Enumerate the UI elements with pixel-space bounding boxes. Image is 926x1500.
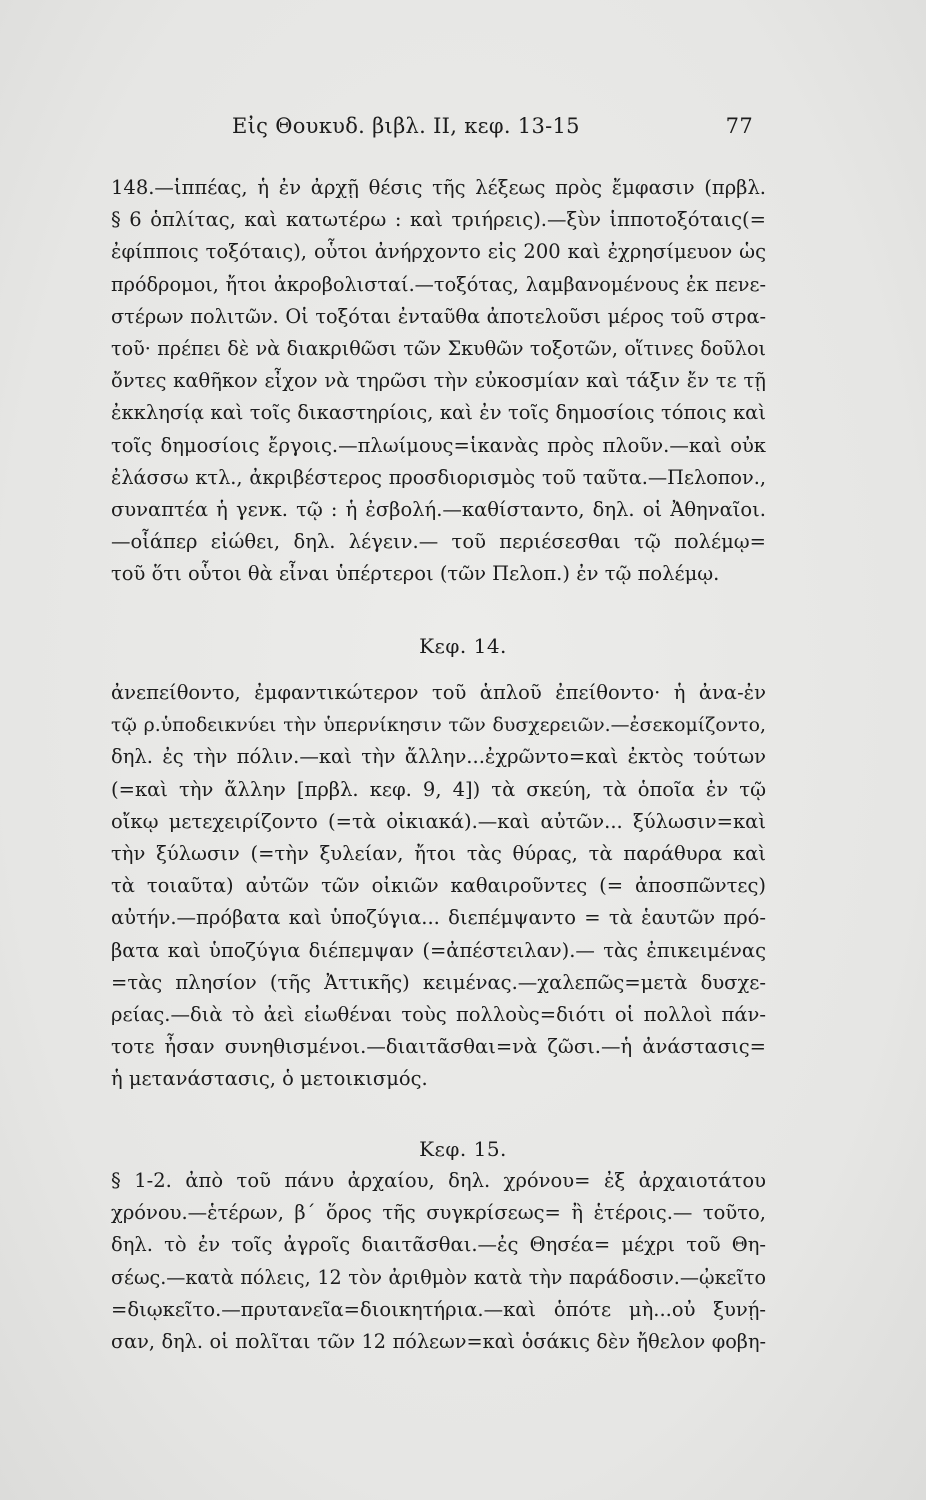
text-line: 148.—ἱππέας, ἡ ἐν ἀρχῇ θέσις τῆς λέξεως πρὸς ἔμφασιν (πρβλ. (111, 176, 766, 199)
text-line: τοτε ἦσαν συνηθισμένοι.—διαιτᾶσθαι=νὰ ζῶσι.—ἡ ἀνάστασις= (111, 1035, 766, 1059)
text-line: σέως.—κατὰ πόλεις, 12 τὸν ἀριθμὸν κατὰ τὴν παράδοσιν.—ᾠκεῖτο (111, 1265, 766, 1289)
text-line: =διῳκεῖτο.—πρυτανεῖα=διοικητήρια.—καὶ ὁπότε μὴ...οὐ ξυνῄ- (111, 1297, 766, 1321)
text-line: δηλ. τὸ ἐν τοῖς ἀγροῖς διαιτᾶσθαι.—ἐς Θησέα= μέχρι τοῦ Θη- (111, 1233, 766, 1257)
text-line: ρείας.—διὰ τὸ ἀεὶ εἰωθέναι τοὺς πολλοὺς=διότι οἱ πολλοὶ πάν- (111, 1002, 766, 1026)
text-line: οἴκῳ μετεχειρίζοντο (=τὰ οἰκιακά).—καὶ αὐτῶν... ξύλωσιν=καὶ (111, 809, 766, 833)
page-number: 77 (725, 114, 753, 138)
text-line: συναπτέα ἡ γενκ. τῷ : ἡ ἐσβολή.—καθίσταντο, δηλ. οἱ Ἀθηναῖοι. (111, 497, 766, 521)
text-line: § 1-2. ἀπὸ τοῦ πάνυ ἀρχαίου, δηλ. χρόνου= ἐξ ἀρχαιοτάτου (111, 1169, 766, 1192)
text-line: (=καὶ τὴν ἄλλην [πρβλ. κεφ. 9, 4]) τὰ σκεύη, τὰ ὁποῖα ἐν τῷ (111, 777, 766, 801)
commentary-block-ch14 (111, 677, 766, 1095)
text-line: —οἷάπερ εἰώθει, δηλ. λέγειν.— τοῦ περιέσεσθαι τῷ πολέμῳ= (111, 530, 766, 554)
text-line: ἀνεπείθοντο, ἐμφαντικώτερον τοῦ ἁπλοῦ ἐπείθοντο· ἡ ἀνα-ἐν (111, 681, 766, 704)
text-line: στέρων πολιτῶν. Οἱ τοξόται ἐνταῦθα ἀποτελοῦσι μέρος τοῦ στρα- (111, 304, 766, 328)
text-line: χρόνου.—ἑτέρων, β΄ ὅρος τῆς συγκρίσεως= ἢ ἑτέροις.— τοῦτο, (111, 1201, 766, 1225)
text-line: αὐτήν.—πρόβατα καὶ ὑποζύγια... διεπέμψαντο = τὰ ἑαυτῶν πρό- (111, 906, 766, 930)
text-line: § 6 ὁπλίτας, καὶ κατωτέρω : καὶ τριήρεις).—ξὺν ἱπποτοξόταις(= (111, 208, 766, 232)
text-line: τὴν ξύλωσιν (=τὴν ξυλείαν, ἤτοι τὰς θύρας, τὰ παράθυρα καὶ (111, 841, 766, 865)
text-line: βατα καὶ ὑποζύγια διέπεμψαν (=ἀπέστειλαν).— τὰς ἐπικειμένας (111, 938, 766, 962)
running-title: Εἰς Θουκυδ. βιβλ. II, κεφ. 13-15 (232, 114, 580, 138)
running-head (0, 114, 926, 144)
text-line: ἐλάσσω κτλ., ἀκριβέστερος προσδιορισμὸς τοῦ ταῦτα.—Πελοπον., (111, 465, 766, 489)
text-line: ἐκκλησίᾳ καὶ τοῖς δικαστηρίοις, καὶ ἐν τοῖς δημοσίοις τόποις καὶ (111, 401, 766, 425)
commentary-block-ch15 (111, 1165, 766, 1358)
chapter-heading-14: Κεφ. 14. (419, 634, 507, 658)
text-line: τὰ τοιαῦτα) αὐτῶν τῶν οἰκιῶν καθαιροῦντες (= ἀποσπῶντες) (111, 874, 766, 898)
commentary-block-ch13 (111, 172, 766, 590)
text-line: τοῖς δημοσίοις ἔργοις.—πλωίμους=ἱκανὰς πρὸς πλοῦν.—καὶ οὐκ (111, 433, 766, 457)
text-line: τοῦ ὅτι οὗτοι θὰ εἶναι ὑπέρτεροι (τῶν Πελοπ.) ἐν τῷ πολέμῳ. (111, 562, 720, 586)
text-line: ἡ μετανάστασις, ὁ μετοικισμός. (111, 1067, 428, 1091)
text-line: τῷ ρ.ὑποδεικνύει τὴν ὑπερνίκησιν τῶν δυσχερειῶν.—ἐσεκομίζοντο, (111, 714, 766, 737)
text-line: =τὰς πλησίον (τῆς Ἀττικῆς) κειμένας.—χαλεπῶς=μετὰ δυσχε- (111, 970, 766, 994)
text-line: ἐφίπποις τοξόταις), οὗτοι ἀνήρχοντο εἰς 200 καὶ ἐχρησίμευον ὡς (111, 240, 766, 264)
text-line: τοῦ· πρέπει δὲ νὰ διακριθῶσι τῶν Σκυθῶν τοξοτῶν, οἵτινες δοῦλοι (111, 336, 766, 360)
text-line: σαν, δηλ. οἱ πολῖται τῶν 12 πόλεων=καὶ ὁσάκις δὲν ἤθελον φοβη- (111, 1329, 766, 1353)
chapter-heading-15: Κεφ. 15. (419, 1137, 507, 1161)
text-line: δηλ. ἐς τὴν πόλιν.—καὶ τὴν ἄλλην...ἐχρῶντο=καὶ ἐκτὸς τούτων (111, 745, 766, 769)
text-line: πρόδρομοι, ἤτοι ἀκροβολισταί.—τοξότας, λαμβανομένους ἐκ πενε- (111, 272, 766, 296)
text-line: ὄντες καθῆκον εἶχον νὰ τηρῶσι τὴν εὐκοσμίαν καὶ τάξιν ἔν τε τῇ (111, 369, 766, 393)
